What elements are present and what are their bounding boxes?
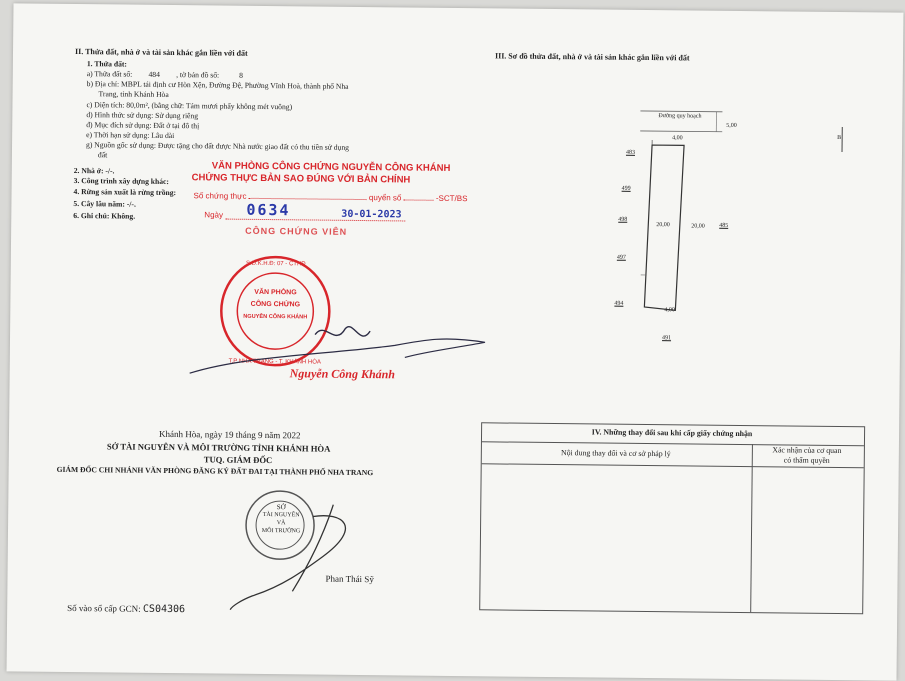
signer-name: Phan Thái Sỹ xyxy=(325,573,374,585)
road-label: Đường quy hoạch xyxy=(658,113,702,120)
ministry-seal-line-3: VÀ xyxy=(276,520,286,527)
director-signature-stroke xyxy=(212,495,393,617)
seal-center-line-2: CÔNG CHỨNG xyxy=(250,300,301,309)
gcn-value: CS04306 xyxy=(142,603,186,616)
origin-line-2: đất xyxy=(97,150,108,160)
note-line: 6. Ghi chú: Không. xyxy=(73,210,136,221)
cert-number-value: 0634 xyxy=(246,200,291,220)
cert-date-value: 30-01-2023 xyxy=(341,208,402,221)
ministry-seal-line-1: SỞ xyxy=(276,503,286,512)
neighbor-483: 483 xyxy=(625,149,636,156)
changes-column-header: Nội dung thay đổi và cơ sở pháp lý xyxy=(561,448,671,459)
top-width-label: 4,00 xyxy=(672,135,683,142)
confirmation-header-line-1: Xác nhận của cơ quan xyxy=(772,445,842,456)
section-2-title: II. Thửa đất, nhà ở và tài sản khác gắn liền với đất xyxy=(74,47,248,58)
cert-suffix: -SCT/BS xyxy=(435,193,468,204)
certificate-page xyxy=(7,3,904,680)
parcel-heading: 1. Thửa đất: xyxy=(86,59,128,69)
signing-org: SỞ TÀI NGUYÊN VÀ MÔI TRƯỜNG TỈNH KHÁNH HÒA xyxy=(106,441,331,454)
sheet-label: , tờ bản đồ số: xyxy=(176,70,220,80)
seal-center-line-3: NGUYỄN CÔNG KHÁNH xyxy=(243,313,308,321)
house-line: 2. Nhà ở: -/-. xyxy=(73,165,115,176)
notary-name: Nguyễn Công Khánh xyxy=(289,366,396,382)
parcel-number: 484 xyxy=(148,69,160,79)
road-width-label: 5,00 xyxy=(726,122,737,129)
right-length-label: 20,00 xyxy=(691,223,705,230)
ministry-seal-line-4: MÔI TRƯỜNG xyxy=(261,527,301,535)
perennial-line: 5. Cây lâu năm: -/-. xyxy=(73,198,136,209)
notary-stamp-line-1: VĂN PHÒNG CÔNG CHỨNG NGUYỄN CÔNG KHÁNH xyxy=(211,160,451,174)
area-line: c) Diện tích: 80,0m², (bằng chữ: Tám mươi phẩy không mét vuông) xyxy=(86,100,293,112)
bottom-width-label: 4,00 xyxy=(664,307,675,314)
notary-title: CÔNG CHỨNG VIÊN xyxy=(245,225,348,237)
book-label: quyển số xyxy=(368,193,402,203)
usage-term-line: e) Thời hạn sử dụng: Lâu dài xyxy=(86,130,175,141)
seal-center-line-1: VĂN PHÒNG xyxy=(254,288,297,297)
sheet-number: 8 xyxy=(239,70,244,80)
cert-date-label: Ngày xyxy=(204,210,224,220)
usage-purpose-line: đ) Mục đích sử dụng: Đất ở tại đô thị xyxy=(86,120,200,131)
address-line-1: b) Địa chỉ: MBPL tái định cư Hòn Xện, Đường Đệ, Phường Vĩnh Hoà, thành phố Nha xyxy=(86,79,349,91)
gcn-number-row xyxy=(67,603,185,615)
signing-date: Khánh Hòa, ngày 19 tháng 9 năm 2022 xyxy=(158,428,301,441)
svg-text:T.P NHA TRANG - T. KHÁNH HÒA: T.P NHA TRANG - T. KHÁNH HÒA xyxy=(228,358,321,366)
left-length-label: 20,00 xyxy=(656,222,670,229)
section-4-title: IV. Những thay đổi sau khi cấp giấy chứng nhận xyxy=(591,427,753,439)
neighbor-485: 485 xyxy=(719,222,729,229)
north-arrow-label: B xyxy=(837,134,842,142)
usage-form-line: d) Hình thức sử dụng: Sử dụng riêng xyxy=(86,110,199,121)
neighbor-494: 494 xyxy=(614,300,624,307)
neighbor-491: 491 xyxy=(662,335,672,342)
cert-number-row xyxy=(193,191,467,203)
neighbor-498: 498 xyxy=(618,216,628,223)
ministry-seal-line-2: TÀI NGUYÊN xyxy=(262,511,300,519)
gcn-label: Số vào sổ cấp GCN: xyxy=(67,602,141,614)
neighbor-497: 497 xyxy=(616,254,626,261)
cert-number-label: Số chứng thực xyxy=(193,191,247,201)
confirmation-header-line-2: có thẩm quyền xyxy=(783,455,830,465)
notary-stamp-line-2: CHỨNG THỰC BẢN SAO ĐÚNG VỚI BẢN CHÍNH xyxy=(191,172,411,186)
other-works-line: 3. Công trình xây dựng khác: xyxy=(73,175,169,186)
origin-line-1: g) Nguồn gốc sử dụng: Được tặng cho đất được Nhà nước giao đất có thu tiền sử dụng xyxy=(85,140,350,152)
svg-text:S.Đ.K.H.Đ: 07 - CTHĐ: S.Đ.K.H.Đ: 07 - CTHĐ xyxy=(245,260,306,268)
parcel-sketch xyxy=(610,95,853,357)
neighbor-499: 499 xyxy=(621,185,631,192)
section-3-title: III. Sơ đồ thửa đất, nhà ở và tài sản khác gắn liền với đất xyxy=(494,51,690,63)
parcel-label: a) Thửa đất số: xyxy=(86,69,133,79)
signing-tuq: TUQ. GIÁM ĐỐC xyxy=(203,454,273,466)
address-line-2: Trang, tỉnh Khánh Hòa xyxy=(98,89,169,99)
forest-line: 4. Rừng sản xuất là rừng trồng: xyxy=(73,186,177,198)
signing-role: GIÁM ĐỐC CHI NHÁNH VĂN PHÒNG ĐĂNG KÝ ĐẤT ĐAI TẠI THÀNH PHỐ NHA TRANG xyxy=(56,464,374,478)
